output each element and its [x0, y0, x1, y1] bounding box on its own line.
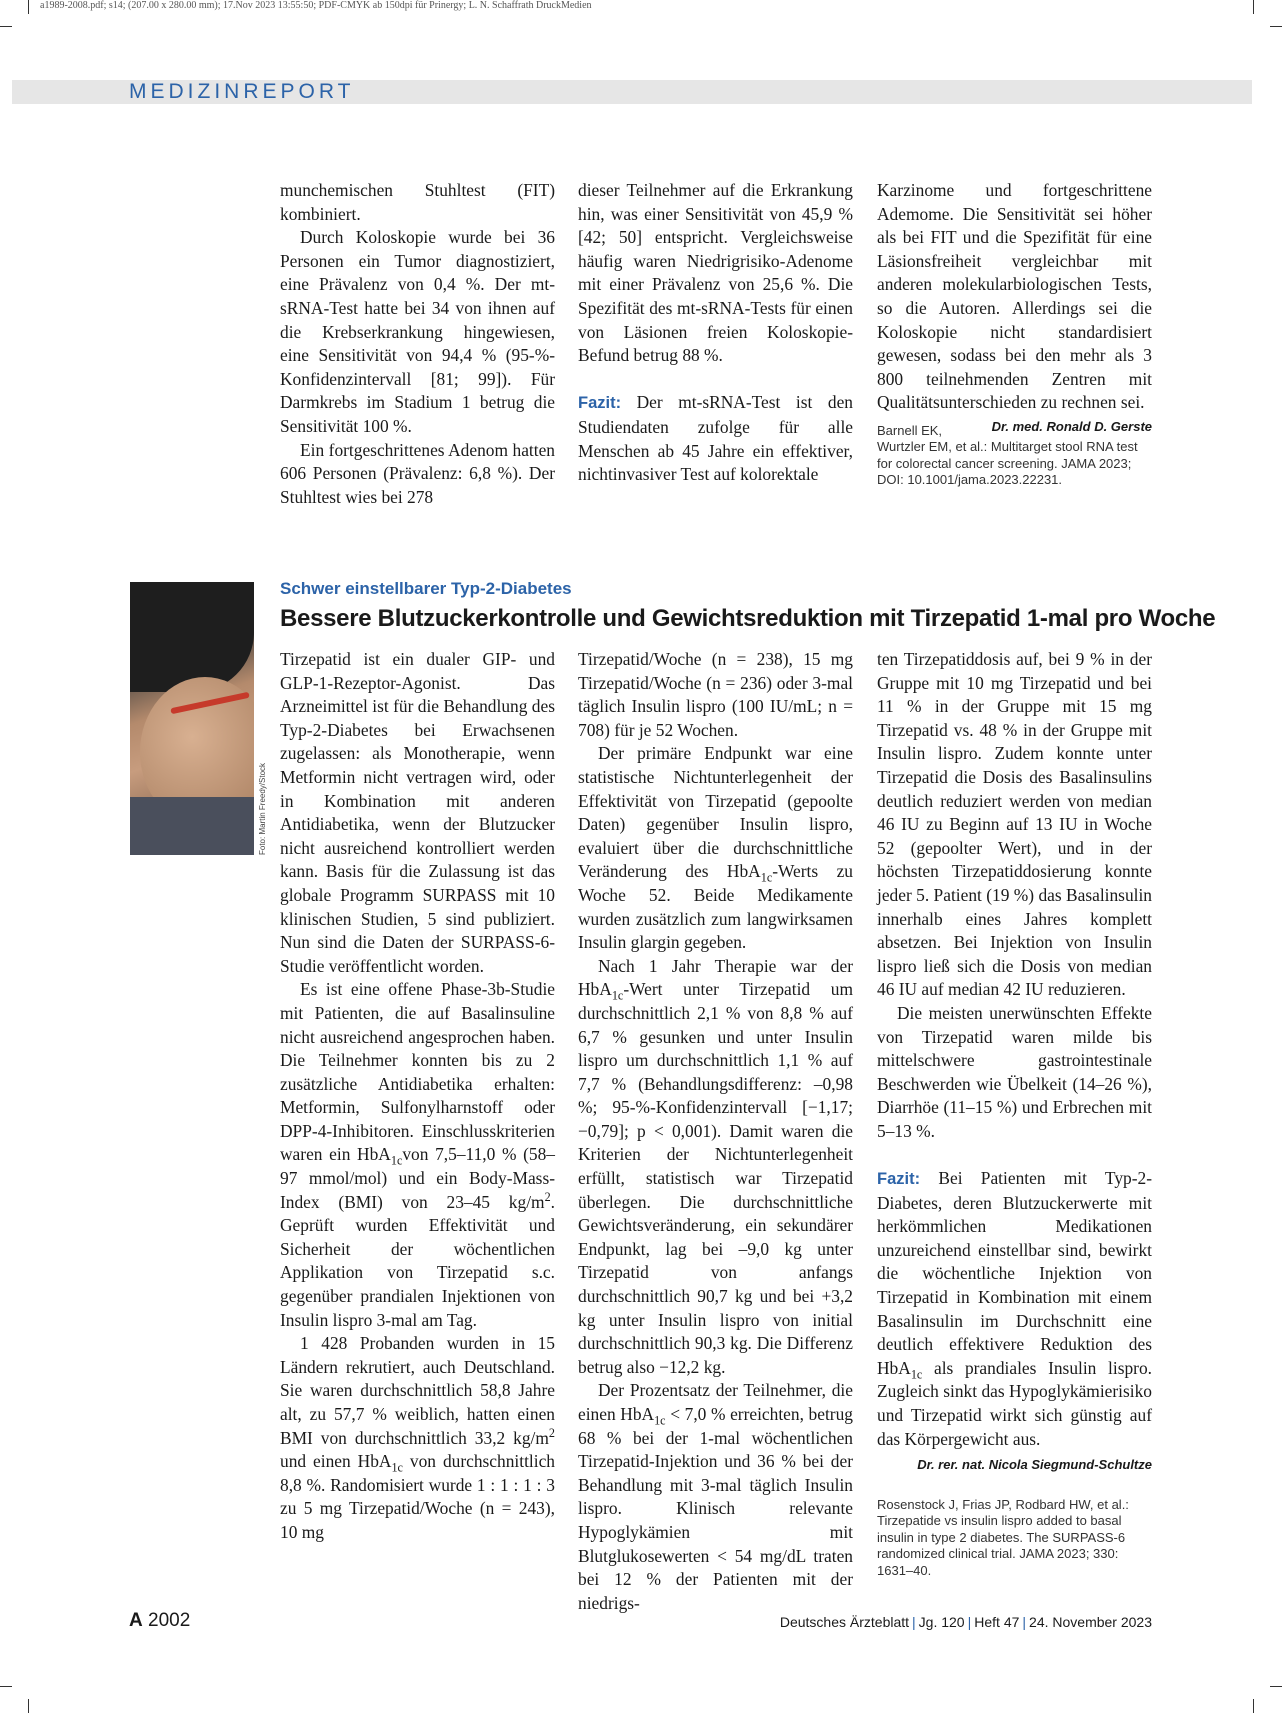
article2-column-3 [877, 648, 1152, 1579]
page-prefix: A [129, 1610, 143, 1631]
text: Der primäre Endpunkt war eine statistische Nichtunterlegenheit der Effektivität von Tirzepatid (gepoolte Daten) gegenüber Insulin lispro, evaluiert über die durchschnittliche Veränderung des HbA [578, 743, 853, 882]
text: und einen HbA [280, 1451, 392, 1472]
crop-mark [0, 26, 12, 27]
crop-mark [1253, 0, 1254, 14]
journal-issue: Heft 47 [974, 1614, 1020, 1630]
text: Bei Patienten mit Typ-2-Diabetes, deren Blutzuckerwerte mit herkömmlichen Medikationen unzureichend einstellbar sind, bewirkt die wöchentliche Injektion von Tirzepatid in Kombination mit einem Basalinsulin im Durchschnitt eine deutlich effektivere Reduktion des HbA [877, 1168, 1152, 1378]
fazit-paragraph [578, 391, 853, 486]
author: Dr. rer. nat. Nicola Siegmund-Schultze [917, 1457, 1152, 1473]
journal-info: Deutsches Ärzteblatt | Jg. 120 | Heft 47 | 24. November 2023 [779, 1614, 1152, 1630]
subscript: 1c [654, 1413, 666, 1428]
crop-mark [28, 1699, 29, 1713]
paragraph: Tirzepatid/Woche (n = 238), 15 mg Tirzepatid/Woche (n = 236) oder 3-mal täglich Insulin lispro (100 IU/mL; n = 708) für je 52 Wochen. [578, 649, 853, 740]
paragraph: Durch Koloskopie wurde bei 36 Personen ein Tumor diagnostiziert, eine Prävalenz von 0,4 %. Der mt-sRNA-Test hatte bei 34 von ihnen auf die Krebserkrankung hingewiesen, eine Sensitivität von 94,4 % (95-%-Konfidenzintervall [81; 99]). Für Darmkrebs im Stadium 1 betrug die Sensitivität 100 %. [280, 227, 555, 436]
paragraph [877, 179, 1152, 434]
crop-mark [0, 1686, 12, 1687]
paragraph: Tirzepatid ist ein dualer GIP- und GLP-1-Rezeptor-Agonist. Das Arzneimittel ist für die Behandlung des Typ-2-Diabetes bei Erwachsenen zugelassen: als Monotherapie, wenn Metformin nicht vertragen wird, oder in Kombination mit anderen Antidiabetika, wenn der Blutzucker nicht ausreichend kontrolliert werden kann. Basis für die Zulassung ist das globale Programm SURPASS mit 10 klinischen Studien, 5 sind publiziert. Nun sind die Daten der SURPASS-6-Studie veröffentlicht worden. [280, 649, 555, 976]
paragraph [280, 1332, 555, 1544]
subscript: 1c [611, 988, 624, 1003]
paragraph: Die meisten unerwünschten Effekte von Tirzepatid waren milde bis mittelschwere gastrointestinale Beschwerden wie Übelkeit (14–26 %), Diarrhöe (11–15 %) und Erbrechen mit 5–13 %. [877, 1002, 1152, 1141]
article2-column-2 [578, 648, 853, 1615]
text: Nach 1 Jahr Therapie war der HbA [578, 955, 853, 1000]
journal-volume: Jg. 120 [918, 1614, 965, 1630]
paragraph [280, 978, 555, 1332]
article-headline: Bessere Blutzuckerkontrolle und Gewichtsreduktion mit Tirzepatid 1-mal pro Woche [280, 605, 1216, 632]
superscript: 2 [548, 1425, 555, 1440]
text: von durchschnittlich 8,8 %. Randomisiert wurde 1 : 1 : 1 : 3 zu 5 mg Tirzepatid/Woche (n = 243), 10 mg [280, 1451, 555, 1542]
paragraph: ten Tirzepatiddosis auf, bei 9 % in der Gruppe mit 10 mg Tirzepatid und bei 11 % in der Gruppe mit 15 mg Tirzepatid vs. 48 % in der Gruppe mit Insulin lispro. Zudem konnte unter Tirzepatid die Dosis des Basalinsulins deutlich reduziert werden von median 46 IU zu Beginn auf 13 IU in Woche 52 (gepoolter Wert), und in der höchsten Tirzepatiddosierung konnte jeder 5. Patient (19 %) das Basalinsulin innerhalb eines Jahres komplett absetzen. Bei Injektion von Insulin lispro ließ sich die Dosis von median 46 IU auf median 42 IU reduzieren. [877, 649, 1152, 1000]
text: Der Prozentsatz der Teilnehmer, die einen HbA [578, 1380, 853, 1424]
paragraph: munchemischen Stuhltest (FIT) kombiniert. [280, 180, 555, 224]
text: von 7,5–11,0 % (58–97 mmol/mol) und ein Body-Mass-Index (BMI) von 23–45 kg/m [280, 1144, 555, 1212]
subscript: 1c [760, 870, 773, 885]
text: -Werts zu Woche 52. Beide Medikamente wurden zusätzlich zum langwirksamen Insulin glargin gegeben. [578, 861, 853, 953]
author: Dr. med. Ronald D. Gerste [991, 418, 1152, 434]
text: als prandiales Insulin lispro. Zugleich sinkt das Hypoglykämierisiko und Tirzepatid wirkt sich günstig auf das Körpergewicht aus. [877, 1357, 1152, 1449]
print-info: a1989-2008.pdf; s14; (207.00 x 280.00 mm); 17.Nov 2023 13:55:50; PDF-CMYK ab 150dpi für Prinergy; L. N. Schaffrath DruckMedien [40, 0, 592, 11]
reference: Rosenstock J, Frias JP, Rodbard HW, et al.: Tirzepatide vs insulin lispro added to basal insulin in type 2 diabetes. The SURPASS-6 randomized clinical trial. JAMA 2023; 330: 1631–40. [877, 1496, 1129, 1578]
photo-credit: Foto: Martin Freedy/Stock [258, 762, 267, 855]
text: 1 428 Probanden wurden in 15 Ländern rekrutiert, auch Deutschland. Sie waren durchschnittlich 58,8 Jahre alt, zu 57,7 % weiblich, hatten einen BMI von durchschnittlich 33,2 kg/m [280, 1333, 555, 1448]
superscript: 2 [544, 1189, 551, 1204]
reference: Barnell EK, Wurtzler EM, et al.: Multitarget stool RNA test for colorectal cancer screening. JAMA 2023; DOI: 10.1001/jama.2023.22231. [877, 422, 1138, 488]
crop-mark [1270, 1686, 1282, 1687]
paragraph [578, 955, 853, 1380]
text: < 7,0 % erreichten, betrug 68 % bei der 1-mal wöchentlichen Tirzepatid-Injektion und 36 % bei der Behandlung mit 3-mal täglich Insulin lispro. Klinisch relevante Hypoglykämien mit Blutglukosewerten < 54 mg/dL traten bei 12 % der Patienten mit der niedrigs- [578, 1404, 853, 1613]
fazit-paragraph [877, 1167, 1152, 1451]
fazit-label: Fazit: [578, 394, 622, 413]
article2-column-1 [280, 648, 555, 1545]
fazit-text: Der mt-sRNA-Test ist den Studiendaten zufolge für alle Menschen ab 45 Jahre ein effektiver, nichtinvasiver Test auf kolorektale [578, 392, 853, 485]
article-kicker: Schwer einstellbarer Typ-2-Diabetes [280, 579, 572, 598]
subscript: 1c [910, 1367, 923, 1382]
paragraph-text: Karzinome und fortgeschrittene Ademome. Die Sensitivität sei höher als bei FIT und die Spezifität für eine Läsionsfreiheit vergleichbar mit anderen molekularbiologischen Tests, so die Autoren. Allerdings sei die Koloskopie nicht standardisiert gewesen, sodass bei den mehr als 3 800 teilnehmenden Zentren mit Qualitätsunterschieden zu rechnen sei. [877, 180, 1152, 413]
article1-column-2 [578, 179, 853, 487]
section-label: MEDIZINREPORT [129, 80, 355, 103]
crop-mark [28, 0, 29, 14]
journal-date: 24. November 2023 [1029, 1614, 1152, 1630]
text: . Geprüft wurden Effektivität und Sicherheit der wöchentlichen Applikation von Tirzepatid s.c. gegenüber prandialen Injektionen von Insulin lispro 3-mal am Tag. [280, 1191, 555, 1330]
paragraph [578, 742, 853, 954]
fazit-label: Fazit: [877, 1170, 921, 1189]
injection-photo [130, 582, 254, 855]
paragraph: Ein fortgeschrittenes Adenom hatten 606 Personen (Prävalenz: 6,8 %). Der Stuhltest wies bei 278 [280, 439, 555, 507]
crop-mark [1253, 1699, 1254, 1713]
paragraph [578, 1379, 853, 1615]
page-number [129, 1610, 190, 1632]
page-number-value: 2002 [148, 1610, 191, 1631]
article1-column-3 [877, 179, 1152, 489]
text: -Wert unter Tirzepatid um durchschnittlich 2,1 % von 8,8 % auf 6,7 % gesunken und unter Insulin lispro um durchschnittlich 1,1 % auf 7,7 % (Behandlungsdifferenz: –0,98 %; 95-%-Konfidenzintervall [−1,17; −0,79]; p < 0,001). Damit waren die Kriterien der Nichtunterlegenheit erfüllt, statistisch war Tirzepatid überlegen. Die durchschnittliche Gewichtsveränderung, ein sekundärer Endpunkt, lag bei –9,0 kg unter Tirzepatid von anfangs durchschnittlich 90,7 kg und bei +3,2 kg unter Insulin lispro von initial durchschnittlich 90,3 kg. Die Differenz betrug also −12,2 kg. [578, 979, 853, 1377]
paragraph: dieser Teilnehmer auf die Erkrankung hin, was einer Sensitivität von 45,9 % [42; 50] entspricht. Vergleichsweise häufig waren Niedrigrisiko-Adenome mit einer Prävalenz von 25,6 %. Die Spezifität des mt-sRNA-Tests für einen von Läsionen freien Koloskopie-Befund betrug 88 %. [578, 180, 853, 366]
subscript: 1c [390, 1153, 403, 1168]
crop-mark [1270, 26, 1282, 27]
article1-column-1 [280, 179, 555, 509]
subscript: 1c [391, 1460, 403, 1475]
text: Es ist eine offene Phase-3b-Studie mit Patienten, die auf Basalinsuline nicht ausreichend angesprochen haben. Die Teilnehmer konnten bis zu 2 zusätzliche Antidiabetika erhalten: Metformin, Sulfonylharnstoff oder DPP-4-Inhibitoren. Einschlusskriterien waren ein HbA [280, 979, 555, 1165]
journal-name: Deutsches Ärzteblatt [779, 1614, 910, 1630]
